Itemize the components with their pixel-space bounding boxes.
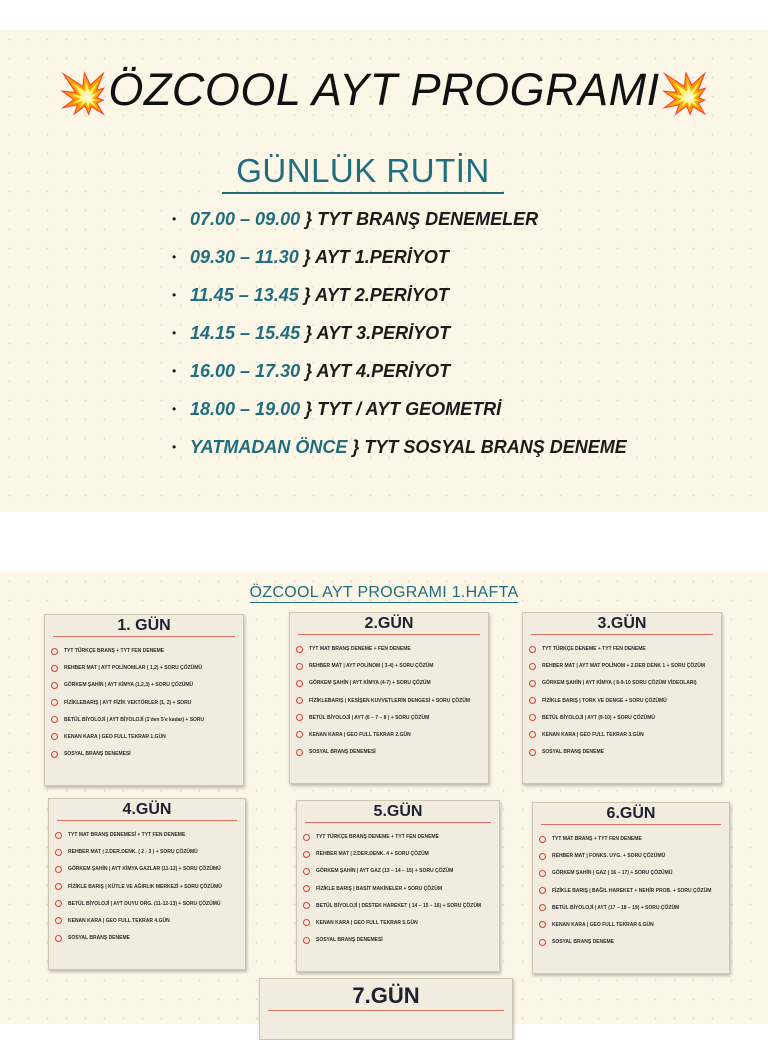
- task-text: KENAN KARA | GEO FULL TEKRAR 5.GÜN: [316, 919, 418, 926]
- routine-time: 14.15 – 15.45: [190, 323, 301, 343]
- task-text: SOSYAL BRANŞ DENEME: [552, 939, 614, 946]
- task-text: FİZİKLE BARIŞ | KÜTLE VE AĞIRLIK MERKEZİ + SORU ÇÖZÜMÜ: [68, 883, 222, 890]
- task-text: GÖRKEM ŞAHİN | AYT GAZ (13 – 14 – 15) + SORU ÇÖZÜM: [316, 868, 454, 875]
- day-title: 6.GÜN: [541, 805, 721, 825]
- task-text: BETÜL BİYOLOJİ | AYT (17 – 18 – 19) + SORU ÇÖZÜM: [552, 904, 680, 911]
- task-item: [296, 658, 484, 674]
- task-item: [55, 844, 241, 860]
- week-slide: [0, 572, 768, 1024]
- task-item: [55, 896, 241, 912]
- routine-task: } AYT 3.PERİYOT: [305, 323, 451, 343]
- task-list: [45, 643, 243, 762]
- task-text: FİZİKLE BARIŞ | TORK VE DENGE + SORU ÇÖZÜMÜ: [542, 697, 667, 704]
- checkbox-circle-icon[interactable]: [55, 849, 62, 856]
- day-title: 4.GÜN: [57, 801, 237, 821]
- routine-time: 18.00 – 19.00: [190, 399, 301, 419]
- checkbox-circle-icon[interactable]: [51, 665, 58, 672]
- task-text: GÖRKEM ŞAHİN | GAZ ( 16 – 17) + SORU ÇÖZÜMÜ: [552, 870, 673, 877]
- task-text: REHBER MAT | FONKS. UYG. + SORU ÇÖZÜMÜ: [552, 853, 666, 860]
- checkbox-circle-icon[interactable]: [529, 714, 536, 721]
- task-list: [533, 831, 729, 950]
- task-text: BETÜL BİYOLOJİ | AYT (6 – 7 – 8 ) + SORU ÇÖZÜM: [309, 714, 430, 721]
- task-text: REHBER MAT | 2.DER.DENK. 4 + SORU ÇÖZÜM: [316, 851, 429, 858]
- task-item: [303, 863, 495, 879]
- routine-item: [172, 320, 627, 358]
- task-text: KENAN KARA | GEO FULL TEKRAR 4.GÜN: [68, 917, 170, 924]
- day-title: 2.GÜN: [298, 615, 480, 635]
- task-text: KENAN KARA | GEO FULL TEKRAR 3.GÜN: [542, 731, 644, 738]
- task-item: [55, 879, 241, 895]
- task-list: [49, 827, 245, 946]
- task-item: [539, 865, 725, 881]
- task-item: [539, 848, 725, 864]
- routine-task: } AYT 2.PERİYOT: [303, 285, 449, 305]
- routine-time: YATMADAN ÖNCE: [190, 437, 348, 457]
- task-text: SOSYAL BRANŞ DENEMESİ: [309, 749, 376, 756]
- checkbox-circle-icon[interactable]: [296, 646, 303, 653]
- checkbox-circle-icon[interactable]: [529, 697, 536, 704]
- checkbox-circle-icon[interactable]: [303, 868, 310, 875]
- day-title: 1. GÜN: [53, 617, 235, 637]
- task-text: FİZİKLE BARIŞ | BASİT MAKİNELER + SORU ÇÖZÜM: [316, 885, 442, 892]
- checkbox-circle-icon[interactable]: [296, 714, 303, 721]
- checkbox-circle-icon[interactable]: [303, 937, 310, 944]
- checkbox-circle-icon[interactable]: [55, 883, 62, 890]
- task-text: GÖRKEM ŞAHİN | AYT KİMYA (4-7) + SORU ÇÖZÜM: [309, 680, 431, 687]
- bullet-icon: •: [172, 212, 177, 226]
- bullet-icon: •: [172, 250, 177, 264]
- checkbox-circle-icon[interactable]: [303, 834, 310, 841]
- task-text: SOSYAL BRANŞ DENEME: [68, 935, 130, 942]
- routine-time: 11.45 – 13.45: [190, 285, 299, 305]
- checkbox-circle-icon[interactable]: [51, 716, 58, 723]
- task-text: REHBER MAT | AYT POLİNOMLAR ( 1,2) + SORU ÇÖZÜMÜ: [64, 665, 203, 672]
- checkbox-circle-icon[interactable]: [529, 749, 536, 756]
- checkbox-circle-icon[interactable]: [539, 904, 546, 911]
- task-item: [303, 932, 495, 948]
- day-card-3: [522, 612, 722, 784]
- checkbox-circle-icon[interactable]: [51, 699, 58, 706]
- checkbox-circle-icon[interactable]: [539, 887, 546, 894]
- day-card-2: [289, 612, 489, 784]
- task-item: [296, 727, 484, 743]
- main-title-text: ÖZCOOL AYT PROGRAMI: [108, 64, 660, 115]
- task-text: FİZİKLE BARIŞ | BAĞIL HAREKET + NEHİR PROB. + SORU ÇÖZÜM: [552, 887, 712, 894]
- bullet-icon: •: [172, 364, 177, 378]
- task-item: [55, 930, 241, 946]
- task-item: [51, 729, 239, 745]
- task-item: [51, 746, 239, 762]
- routine-title: GÜNLÜK RUTİN: [222, 152, 504, 194]
- task-item: [55, 861, 241, 877]
- task-item: [55, 913, 241, 929]
- routine-item: [172, 282, 627, 320]
- routine-task: } TYT BRANŞ DENEMELER: [305, 209, 539, 229]
- checkbox-circle-icon[interactable]: [539, 853, 546, 860]
- checkbox-circle-icon[interactable]: [51, 751, 58, 758]
- checkbox-circle-icon[interactable]: [55, 935, 62, 942]
- checkbox-circle-icon[interactable]: [303, 902, 310, 909]
- task-text: BETÜL BİYOLOJİ | AYT (9-10) + SORU ÇÖZÜMÜ: [542, 714, 656, 721]
- checkbox-circle-icon[interactable]: [539, 870, 546, 877]
- day-card-6: [532, 802, 730, 974]
- task-text: TYT MAT BRANŞ DENEMESİ + TYT FEN DENEME: [68, 832, 186, 838]
- task-item: [296, 710, 484, 726]
- task-text: KENAN KARA | GEO FULL TEKRAR 6.GÜN: [552, 921, 654, 928]
- task-list: [290, 641, 488, 760]
- routine-task: } AYT 1.PERİYOT: [303, 247, 449, 267]
- task-item: [529, 693, 717, 709]
- checkbox-circle-icon[interactable]: [296, 749, 303, 756]
- task-item: [296, 693, 484, 709]
- checkbox-circle-icon[interactable]: [51, 733, 58, 740]
- task-text: SOSYAL BRANŞ DENEME: [542, 749, 604, 756]
- checkbox-circle-icon[interactable]: [529, 731, 536, 738]
- task-text: REHBER MAT | AYT MAT POLİNOM + 2.DER DENK 1 + SORU ÇÖZÜM: [542, 663, 706, 670]
- day-card-5: [296, 800, 500, 972]
- task-item: [539, 934, 725, 950]
- task-text: REHBER MAT | 2.DER.DENK. ( 2 - 3 ) + SORU ÇÖZÜMÜ: [68, 849, 198, 856]
- task-text: BETÜL BİYOLOJİ | AYT DUYU ORG. (11-12-13) + SORU ÇÖZÜMÜ: [68, 900, 221, 907]
- task-item: [539, 900, 725, 916]
- week-title-text: ÖZCOOL AYT PROGRAMI 1.HAFTA: [249, 584, 519, 601]
- day-card-4: [48, 798, 246, 970]
- routine-task: } AYT 4.PERİYOT: [305, 361, 451, 381]
- day-title: 3.GÜN: [531, 615, 713, 635]
- routine-item: [172, 396, 627, 434]
- task-list: [297, 829, 499, 948]
- bullet-icon: •: [172, 288, 177, 302]
- task-item: [539, 883, 725, 899]
- task-item: [539, 831, 725, 847]
- checkbox-circle-icon[interactable]: [55, 900, 62, 907]
- routine-item: [172, 358, 627, 396]
- bullet-icon: •: [172, 402, 177, 416]
- task-item: [51, 660, 239, 676]
- task-text: KENAN KARA | GEO FULL TEKRAR 1.GÜN: [64, 733, 166, 740]
- task-list: [523, 641, 721, 760]
- week-title: [0, 584, 768, 602]
- task-item: [303, 898, 495, 914]
- task-item: [51, 677, 239, 693]
- routine-task: } TYT SOSYAL BRANŞ DENEME: [352, 437, 627, 457]
- task-text: FİZİKLEBARIŞ | KESİŞEN KUVVETLERİN DENGESİ + SORU ÇÖZÜM: [309, 697, 470, 704]
- checkbox-circle-icon[interactable]: [296, 731, 303, 738]
- task-item: [529, 744, 717, 760]
- task-item: [529, 658, 717, 674]
- task-item: [539, 917, 725, 933]
- routine-item: [172, 244, 627, 282]
- task-item: [529, 641, 717, 657]
- checkbox-circle-icon[interactable]: [539, 921, 546, 928]
- collision-icon-right: 💥: [659, 72, 710, 116]
- task-item: [529, 727, 717, 743]
- task-text: BETÜL BİYOLOJİ | AYT BİYOLOJİ (1'den 5'e kadar) + SORU: [64, 716, 205, 723]
- task-text: GÖRKEM ŞAHİN | AYT KİMYA GAZLAR (11-12) + SORU ÇÖZÜMÜ: [68, 866, 221, 873]
- day-title: 7.GÜN: [268, 983, 504, 1011]
- checkbox-circle-icon[interactable]: [303, 885, 310, 892]
- task-text: KENAN KARA | GEO FULL TEKRAR 2.GÜN: [309, 731, 411, 738]
- routine-item: [172, 434, 627, 472]
- task-text: SOSYAL BRANŞ DENEMESİ: [64, 751, 131, 758]
- task-item: [529, 710, 717, 726]
- task-item: [529, 675, 717, 691]
- bullet-icon: •: [172, 326, 177, 340]
- task-item: [296, 675, 484, 691]
- task-item: [296, 744, 484, 760]
- checkbox-circle-icon[interactable]: [539, 939, 546, 946]
- routine-time: 07.00 – 09.00: [190, 209, 301, 229]
- task-item: [51, 695, 239, 711]
- task-text: GÖRKEM ŞAHİN | AYT KİMYA (1,2,3) + SORU ÇÖZÜMÜ: [64, 682, 194, 689]
- routine-slide: [0, 30, 768, 512]
- day-card-7: [259, 978, 513, 1040]
- task-item: [303, 915, 495, 931]
- task-item: [51, 712, 239, 728]
- task-text: BETÜL BİYOLOJİ | DESTEK HAREKET ( 14 – 15 – 16) + SORU ÇÖZÜM: [316, 902, 482, 909]
- bullet-icon: •: [172, 440, 177, 454]
- checkbox-circle-icon[interactable]: [529, 646, 536, 653]
- checkbox-circle-icon[interactable]: [55, 917, 62, 924]
- task-item: [303, 846, 495, 862]
- checkbox-circle-icon[interactable]: [303, 919, 310, 926]
- checkbox-circle-icon[interactable]: [529, 680, 536, 687]
- checkbox-circle-icon[interactable]: [539, 836, 546, 843]
- routine-list: [172, 206, 627, 472]
- checkbox-circle-icon[interactable]: [55, 866, 62, 873]
- checkbox-circle-icon[interactable]: [296, 663, 303, 670]
- day-title: 5.GÜN: [305, 803, 491, 823]
- task-item: [303, 881, 495, 897]
- task-text: TYT TÜRKÇE BRANŞ + TYT FEN DENEME: [64, 648, 165, 654]
- checkbox-circle-icon[interactable]: [529, 663, 536, 670]
- routine-time: 09.30 – 11.30: [190, 247, 299, 267]
- task-text: REHBER MAT | AYT POLİNOM ( 3-4) + SORU ÇÖZÜM: [309, 663, 434, 670]
- checkbox-circle-icon[interactable]: [303, 851, 310, 858]
- task-item: [51, 643, 239, 659]
- task-item: [303, 829, 495, 845]
- task-text: TYT TÜRKÇE DENEME + TYT FEN DENEME: [542, 646, 646, 652]
- day-card-1: [44, 614, 244, 786]
- main-title: [0, 64, 768, 117]
- task-item: [296, 641, 484, 657]
- task-item: [55, 827, 241, 843]
- task-text: SOSYAL BRANŞ DENEMESİ: [316, 937, 383, 944]
- task-text: TYT MAT BRANŞ DENEME + FEN DENEME: [309, 646, 411, 652]
- checkbox-circle-icon[interactable]: [51, 682, 58, 689]
- task-text: TYT TÜRKÇE BRANŞ DENEME + TYT FEN DENEME: [316, 834, 439, 840]
- routine-time: 16.00 – 17.30: [190, 361, 301, 381]
- collision-icon-left: 💥: [58, 72, 109, 116]
- checkbox-circle-icon[interactable]: [296, 680, 303, 687]
- task-text: FİZİKLEBARIŞ | AYT FİZİK VEKTÖRLER (1, 2) + SORU: [64, 699, 192, 706]
- checkbox-circle-icon[interactable]: [55, 832, 62, 839]
- routine-task: } TYT / AYT GEOMETRİ: [305, 399, 502, 419]
- checkbox-circle-icon[interactable]: [51, 648, 58, 655]
- checkbox-circle-icon[interactable]: [296, 697, 303, 704]
- task-text: TYT MAT BRANŞ + TYT FEN DENEME: [552, 836, 642, 842]
- routine-item: [172, 206, 627, 244]
- task-text: GÖRKEM ŞAHİN | AYT KİMYA ( 8-9-10 SORU ÇÖZÜM VİDEOLARI): [542, 680, 697, 687]
